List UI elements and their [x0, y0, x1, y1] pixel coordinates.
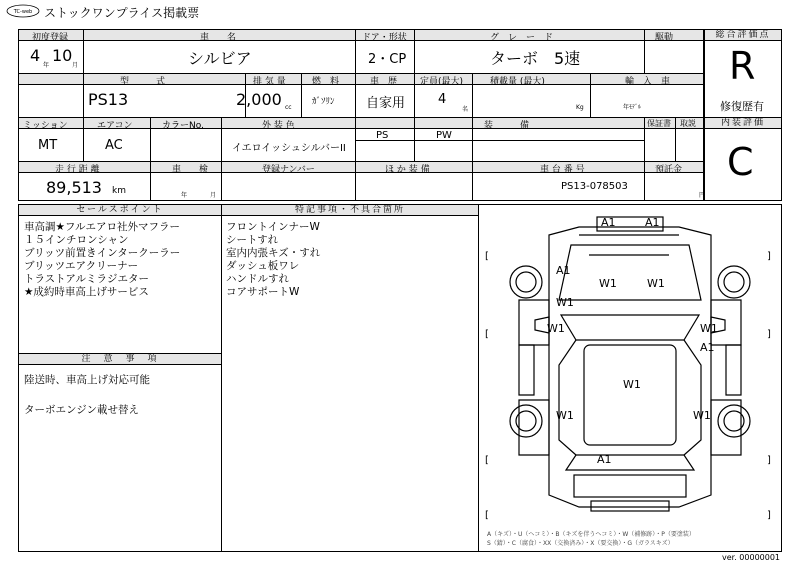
damage-mark: W1 — [647, 277, 665, 290]
label-car-name: 車 名 — [200, 33, 237, 43]
equip-ps: PS — [376, 130, 389, 141]
mission: MT — [38, 138, 58, 153]
damage-mark: W1 — [623, 378, 641, 391]
list-item: １５インチロンシャン — [24, 234, 129, 246]
label-drive: 駆動 — [655, 33, 674, 43]
door-shape: 2・CP — [368, 52, 407, 67]
bracket: ] — [767, 251, 771, 262]
interior-label: 内装評価 — [704, 117, 782, 129]
overall-score: R — [729, 44, 756, 88]
version-label: ver. 00000001 — [722, 553, 781, 562]
notes-list — [24, 374, 150, 419]
list-item: ターボエンジン載せ替え — [24, 404, 139, 416]
grade: ターボ 5速 — [490, 49, 581, 68]
list-item: ハンドルすれ — [226, 273, 289, 285]
damage-mark: W1 — [556, 296, 574, 309]
list-item: 室内内張キズ・すれ — [226, 247, 321, 259]
damage-mark: A1 — [597, 453, 612, 466]
list-item — [24, 389, 150, 404]
row4-header — [18, 161, 704, 173]
bracket: ] — [767, 329, 771, 340]
damage-mark: A1 — [556, 264, 571, 277]
equip-pw: PW — [436, 130, 452, 141]
list-item: フロントインナーW — [226, 221, 320, 233]
interior-score: C — [727, 140, 754, 184]
spec-table — [18, 29, 704, 201]
list-item: ★成約時車高上げサービス — [24, 286, 149, 298]
page-title: ストックワンプライス掲載票 — [44, 6, 200, 20]
list-item: コアサポートW — [226, 286, 300, 298]
defects-header: 特記事項・不具合箇所 — [221, 204, 479, 216]
diagram-legend-line2: S（錆）・C（腐食）・XX（交換済み）・X（要交換）・G（ガラスキズ） — [487, 540, 674, 547]
overall-note: 修復歴有 — [720, 100, 764, 113]
sales-points-header: セールスポイント — [18, 204, 222, 216]
list-item: 陸送時、車高上げ対応可能 — [24, 374, 150, 386]
bracket: ] — [767, 455, 771, 466]
car-name: シルビア — [188, 49, 252, 68]
bracket: [ — [485, 329, 489, 340]
damage-mark: A1 — [700, 341, 715, 354]
damage-mark: A1 — [645, 216, 660, 229]
bracket: ] — [767, 510, 771, 521]
displacement: 2,000 — [236, 90, 282, 109]
bracket: [ — [485, 251, 489, 262]
list-item: トラストアルミラジエター — [24, 273, 149, 285]
damage-mark: W1 — [599, 277, 617, 290]
tc-web-logo — [6, 4, 40, 18]
damage-mark: A1 — [601, 216, 616, 229]
damage-mark: W1 — [556, 409, 574, 422]
list-item: ブリッツエアクリーナー — [24, 260, 139, 272]
exterior-color: イエロイッシュシルバーII — [232, 143, 346, 154]
svg-text:TC-web: TC-web — [13, 9, 33, 15]
bracket: [ — [485, 510, 489, 521]
car-diagram — [479, 205, 781, 551]
defects-list — [226, 221, 320, 299]
list-item: ダッシュ板ワレ — [226, 260, 300, 272]
list-item: 車高調★フルエアロ社外マフラー — [24, 221, 180, 233]
label-first-reg: 初度登録 — [32, 33, 69, 43]
overall-label: 総合評価点 — [704, 29, 782, 41]
row1-header — [18, 29, 704, 41]
bracket: [ — [485, 455, 489, 466]
first-reg-year: 4 — [30, 46, 41, 65]
list-item: ブリッツ前置きインタークーラー — [24, 247, 181, 259]
label-grade: グ レ ー ド — [490, 33, 554, 43]
first-reg-month: 10 — [52, 46, 73, 65]
damage-mark: W1 — [547, 322, 565, 335]
model-code: PS13 — [88, 90, 129, 109]
mileage: 89,513 — [46, 178, 102, 197]
car-history: 自家用 — [366, 96, 406, 111]
capacity: 4 — [438, 92, 447, 107]
chassis-number: PS13-078503 — [561, 181, 628, 192]
damage-mark: W1 — [693, 409, 711, 422]
aircon: AC — [105, 138, 123, 153]
sales-points-list — [24, 221, 180, 299]
fuel: ｶﾞｿﾘﾝ — [312, 97, 335, 107]
notes-header: 注 意 事 項 — [18, 353, 222, 365]
damage-mark: W1 — [700, 322, 718, 335]
label-door: ドア・形状 — [362, 33, 407, 43]
diagram-legend-line1: A（キズ）・U（ヘコミ）・B（キズを伴うヘコミ）・W（補修跡）・P（要塗装） — [487, 531, 695, 538]
list-item: シートすれ — [226, 234, 279, 246]
